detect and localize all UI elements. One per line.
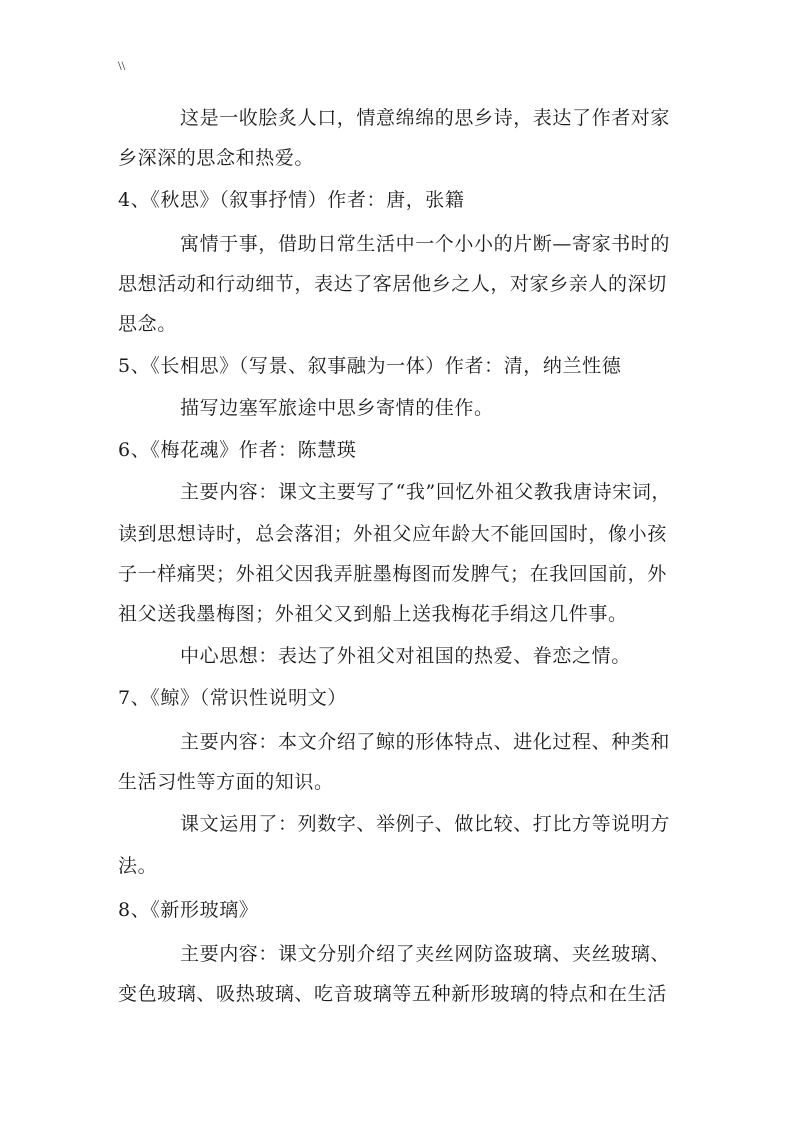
paragraph-line: 主要内容：本文介绍了鲸的形体特点、进化过程、种类和 [180,731,671,753]
paragraph-line: 变色玻璃、吸热玻璃、吃音玻璃等五种新形玻璃的特点和在生活 [118,983,667,1005]
paragraph-line: 这是一收脍炙人口，情意绵绵的思乡诗，表达了作者对家 [180,107,671,129]
paragraph-line: 寓情于事，借助日常生活中一个小小的片断—寄家书时的 [180,233,671,255]
section-heading: 6、《梅花魂》作者：陈慧瑛 [118,439,357,461]
section-heading: 5、《长相思》（写景、叙事融为一体）作者：清，纳兰性德 [118,355,622,377]
section-heading: 7、《鲸》（常识性说明文） [118,687,347,709]
paragraph-line: 中心思想：表达了外祖父对祖国的热爱、眷恋之情。 [180,645,631,667]
paragraph-line: 法。 [118,855,158,877]
section-heading: 8、《新形玻璃》 [118,899,259,921]
paragraph-line: 主要内容：课文主要写了“我”回忆外祖父教我唐诗宋词， [180,481,672,503]
paragraph-line: 课文运用了：列数字、举例子、做比较、打比方等说明方 [180,813,671,835]
paragraph-line: 描写边塞军旅途中思乡寄情的佳作。 [180,397,494,419]
header-mark: \\ [118,58,126,73]
paragraph-line: 读到思想诗时，总会落泪；外祖父应年龄大不能回国时，像小孩 [118,523,667,545]
paragraph-line: 子一样痛哭；外祖父因我弄脏墨梅图而发脾气；在我回国前，外 [118,563,667,585]
paragraph-line: 思想活动和行动细节，表达了客居他乡之人，对家乡亲人的深切 [118,273,667,295]
paragraph-line: 思念。 [118,313,177,335]
paragraph-line: 祖父送我墨梅图；外祖父又到船上送我梅花手绢这几件事。 [118,603,628,625]
paragraph-line: 乡深深的思念和热爱。 [118,147,315,169]
paragraph-line: 主要内容：课文分别介绍了夹丝网防盗玻璃、夹丝玻璃、 [180,943,671,965]
section-heading: 4、《秋思》（叙事抒情）作者：唐，张籍 [118,189,465,211]
paragraph-line: 生活习性等方面的知识。 [118,771,334,793]
